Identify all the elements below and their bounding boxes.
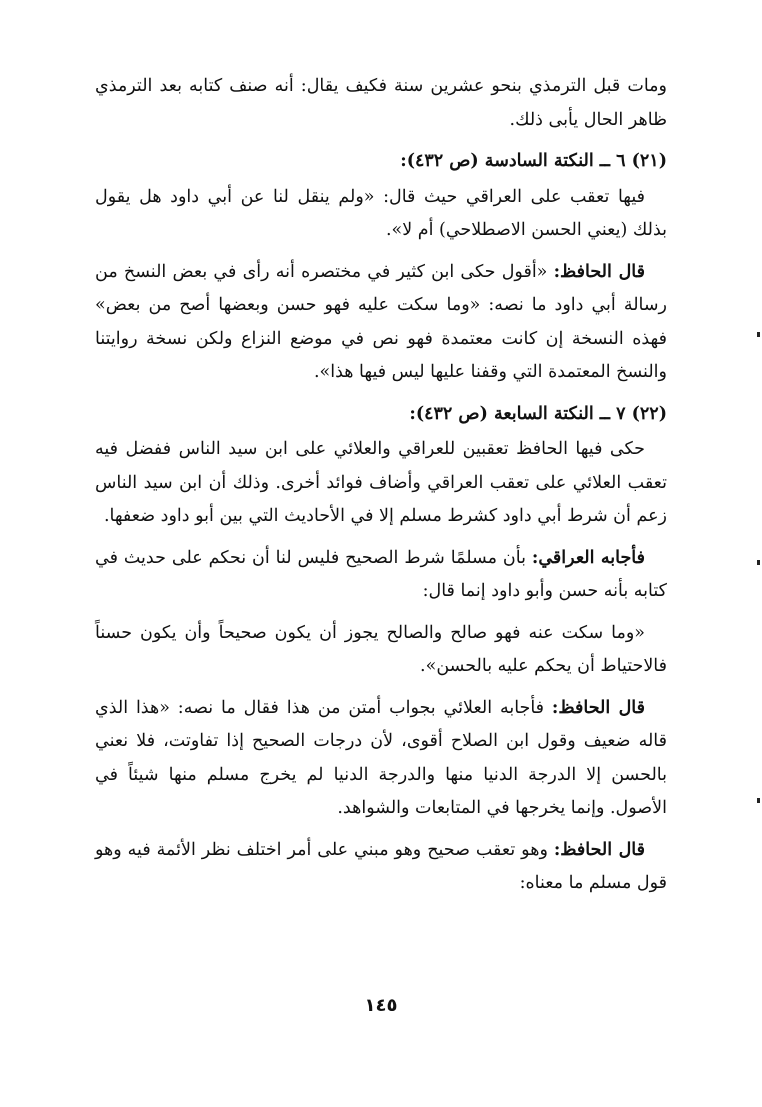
paragraph-5-text: بأن مسلمًا شرط الصحيح فليس لنا أن نحكم على حديث في كتابه بأنه حسن وأبو داود إنما قال: bbox=[95, 547, 667, 601]
margin-mark bbox=[757, 332, 760, 337]
margin-mark bbox=[757, 798, 760, 803]
hafiz-label: قال الحافظ: bbox=[553, 261, 645, 282]
page-body bbox=[95, 70, 667, 909]
hafiz-label: قال الحافظ: bbox=[553, 839, 645, 860]
paragraph-5 bbox=[95, 542, 667, 609]
paragraph-1: ومات قبل الترمذي بنحو عشرين سنة فكيف يقال: أنه صنف كتابه بعد الترمذي ظاهر الحال يأبى ذلك. bbox=[95, 76, 667, 130]
margin-mark bbox=[757, 560, 760, 565]
paragraph-8-text: وهو تعقب صحيح وهو مبني على أمر اختلف نظر الأئمة فيه وهو قول مسلم ما معناه: bbox=[95, 839, 667, 893]
paragraph-3-text: «أقول حكى ابن كثير في مختصره أنه رأى في بعض النسخ من رسالة أبي داود ما نصه: «وما سكت عليه فهو حسن وبعضها أصح من بعض» فهذه النسخة إن كانت معتمدة فهو نص في موضع النزاع ولكن نسخة روايتنا والنسخ المعتمدة التي وقفنا عليها ليس فيها هذا». bbox=[95, 261, 667, 382]
page-number: ١٤٥ bbox=[364, 995, 398, 1016]
paragraph-7 bbox=[95, 692, 667, 826]
heading-21: (٢١) ٦ ــ النكتة السادسة (ص ٤٣٢): bbox=[400, 151, 667, 171]
paragraph-3 bbox=[95, 256, 667, 390]
heading-22: (٢٢) ٧ ــ النكتة السابعة (ص ٤٣٢): bbox=[409, 403, 667, 424]
paragraph-7-text: فأجابه العلائي بجواب أمتن من هذا فقال ما نصه: «هذا الذي قاله ضعيف وقول ابن الصلاح أقوى، لأن درجات الصحيح إذا تفاوتت، فلا نعني بالحسن إلا الدرجة الدنيا منها والدرجة الدنيا لم يخرج مسلم منها شيئاً في الأصول. وإنما يخرجها في المتابعات والشواهد. bbox=[95, 697, 667, 818]
paragraph-6: «وما سكت عنه فهو صالح والصالح يجوز أن يكون صحيحاً وأن يكون حسناً فالاحتياط أن يحكم عليه بالحسن». bbox=[95, 622, 667, 676]
paragraph-8 bbox=[95, 834, 667, 901]
paragraph-2: فيها تعقب على العراقي حيث قال: «ولم ينقل لنا عن أبي داود هل يقول بذلك (يعني الحسن الاصطلاحي) أم لا». bbox=[95, 186, 667, 240]
hafiz-label: قال الحافظ: bbox=[551, 697, 645, 718]
paragraph-4: حكى فيها الحافظ تعقبين للعراقي والعلائي على ابن سيد الناس ففضل فيه تعقب العلائي على تعقب العراقي وأضاف فوائد أخرى. وذلك أن ابن سيد الناس زعم أن شرط أبي داود كشرط مسلم إلا في الأحاديث التي بين أبو داود ضعفها. bbox=[95, 439, 667, 526]
iraqi-label: فأجابه العراقي: bbox=[531, 547, 646, 568]
